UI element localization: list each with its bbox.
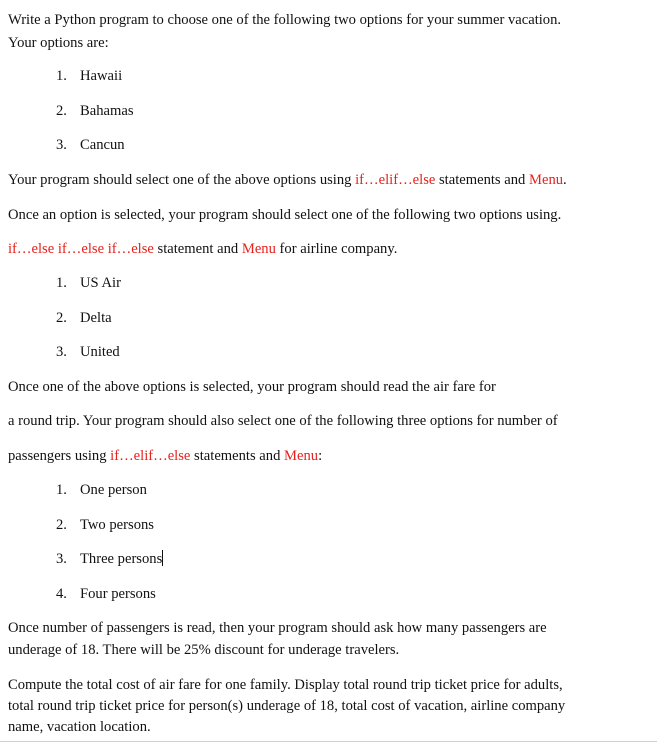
list-number: 3. — [56, 137, 67, 153]
underage-paragraph-line-1: Once number of passengers is read, then your program should ask how many passengers are — [8, 620, 547, 636]
list-label: Bahamas — [80, 103, 134, 119]
intro-line-2: Your options are: — [8, 35, 109, 51]
text-span: : — [318, 448, 323, 464]
list-number: 2. — [56, 310, 67, 326]
list-number: 1. — [56, 482, 67, 498]
list-label: Delta — [80, 310, 112, 326]
list-label: Four persons — [80, 586, 156, 602]
list-label: United — [80, 344, 120, 360]
fare-paragraph-line-2: a round trip. Your program should also select one of the following three options for number of — [8, 413, 558, 429]
list-label: US Air — [80, 275, 121, 291]
list-number: 1. — [56, 68, 67, 84]
list-label: One person — [80, 482, 147, 498]
text-span: Your program should select one of the above options using — [8, 172, 356, 188]
menu-keyword: Menu — [284, 448, 319, 464]
code-keyword: if…elif…else — [110, 448, 191, 464]
text-span: statements and — [435, 172, 529, 188]
list-label: Cancun — [80, 137, 125, 153]
total-paragraph-line-2: total round trip ticket price for person(s) underage of 18, total cost of vacation, airline company — [8, 698, 566, 714]
list-item — [56, 481, 147, 499]
list-label: Three persons — [80, 551, 163, 567]
code-keyword: if…elif…else — [355, 172, 436, 188]
fare-paragraph-line-3 — [8, 447, 322, 465]
text-span: statements and — [190, 448, 285, 464]
menu-keyword: Menu — [241, 241, 276, 257]
text-span: passengers using — [8, 448, 111, 464]
list-item — [56, 309, 112, 327]
list-label: Hawaii — [80, 68, 123, 84]
select-paragraph — [8, 171, 567, 189]
intro-line-1: Write a Python program to choose one of the following two options for your summer vacation. — [8, 12, 562, 28]
list-label: Two persons — [80, 517, 154, 533]
list-item — [56, 136, 125, 154]
list-item — [56, 550, 163, 568]
airline-paragraph-line-2 — [8, 240, 397, 258]
total-paragraph-line-1: Compute the total cost of air fare for one family. Display total round trip ticket price for adults, — [8, 677, 563, 693]
list-item — [56, 585, 156, 603]
airline-paragraph-line-1: Once an option is selected, your program should select one of the following two options using. — [8, 207, 562, 223]
total-paragraph-line-3: name, vacation location. — [8, 719, 151, 735]
list-number: 2. — [56, 517, 67, 533]
list-number: 2. — [56, 103, 67, 119]
list-number: 3. — [56, 551, 67, 567]
code-keyword: if…else if…else if…else — [8, 241, 154, 257]
list-number: 4. — [56, 586, 67, 602]
menu-keyword: Menu — [528, 172, 564, 188]
page-divider — [0, 741, 657, 742]
list-item — [56, 343, 120, 361]
text-span: for airline company. — [275, 241, 398, 257]
list-number: 3. — [56, 344, 67, 360]
fare-paragraph-line-1: Once one of the above options is selected, your program should read the air fare for — [8, 379, 496, 395]
list-item — [56, 516, 154, 534]
underage-paragraph-line-2: underage of 18. There will be 25% discount for underage travelers. — [8, 642, 400, 658]
text-cursor — [162, 550, 163, 566]
list-item — [56, 67, 122, 85]
text-span: . — [563, 172, 567, 188]
text-span: statement and — [153, 241, 242, 257]
list-item — [56, 274, 121, 292]
list-number: 1. — [56, 275, 67, 291]
list-item — [56, 102, 134, 120]
